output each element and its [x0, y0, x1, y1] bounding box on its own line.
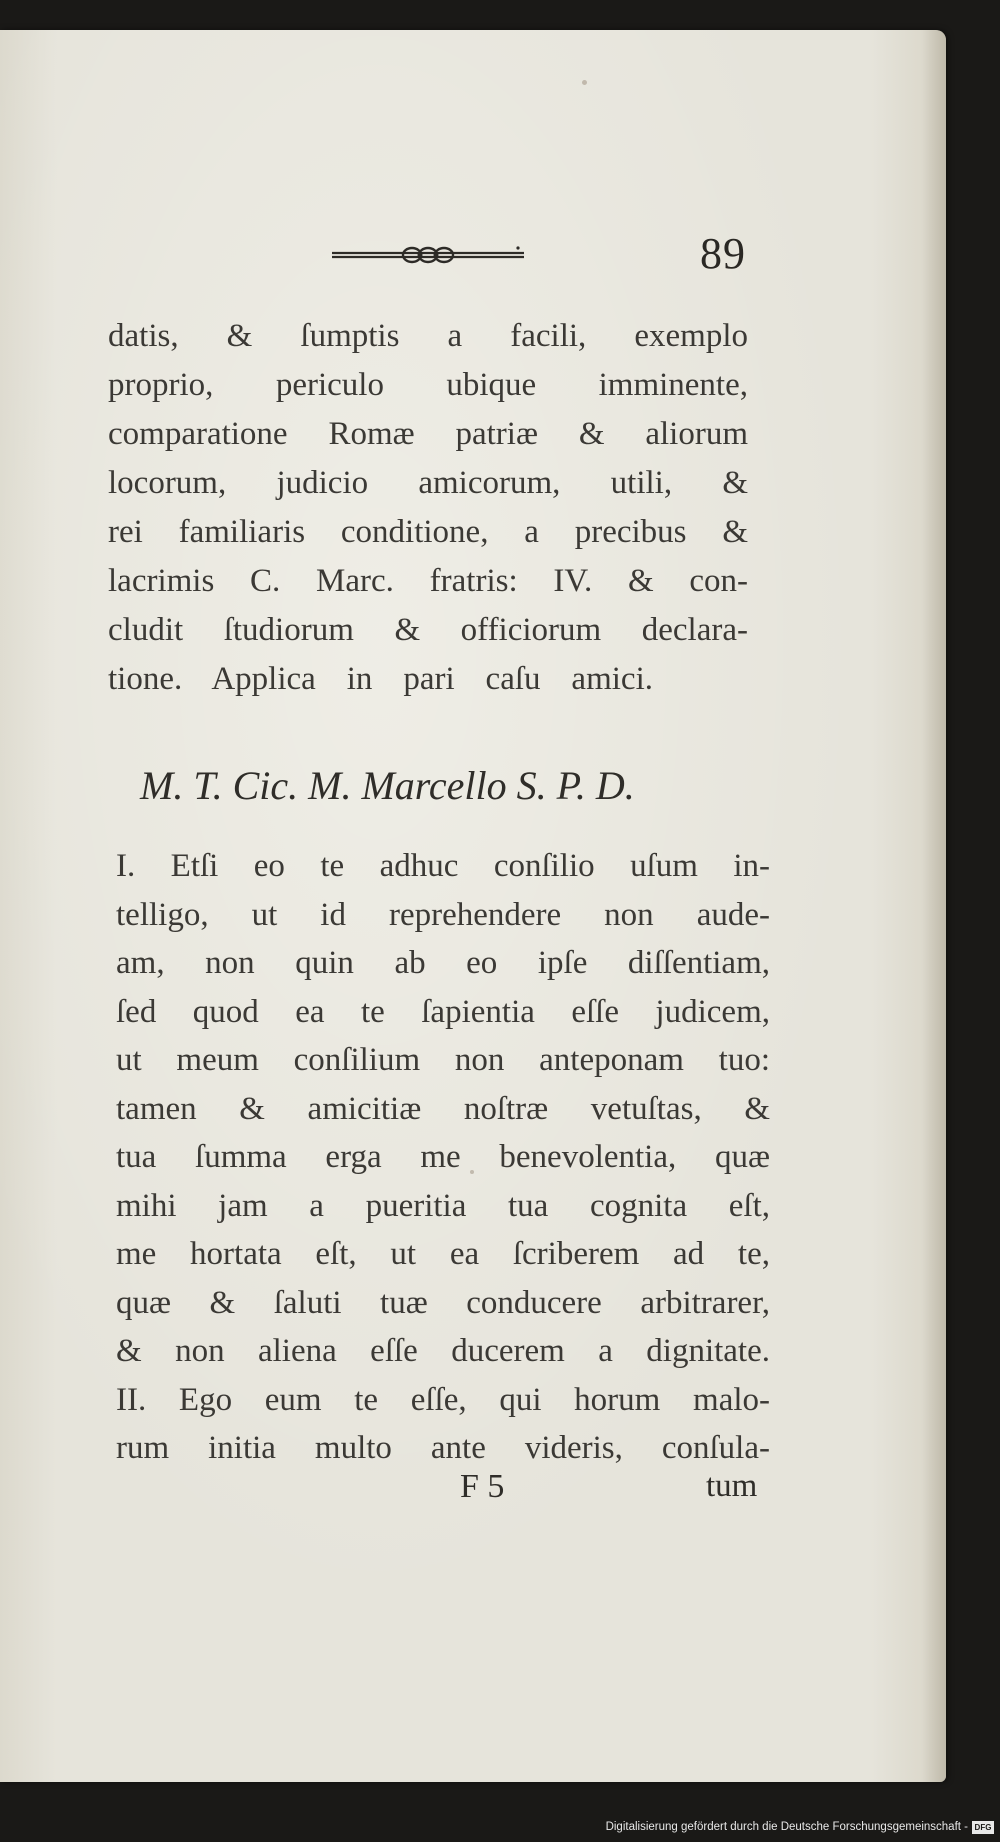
letter-line: tamen & amicitiæ noſtræ vetuſtas, & [116, 1090, 770, 1127]
catchword: tum [706, 1468, 758, 1504]
digitization-credit [606, 1816, 994, 1838]
credit-text: Digitalisierung gefördert durch die Deutsche Forschungsgemeinschaft - [605, 1821, 968, 1833]
summary-line: lacrimis C. Marc. fratris: IV. & con- [108, 563, 748, 599]
dfg-logo-icon: DFG [972, 1821, 994, 1834]
printer-signature-mark: F 5 [460, 1468, 505, 1505]
book-page [0, 30, 946, 1782]
letter-line: am, non quin ab eo ipſe diſſentiam, [116, 945, 770, 981]
summary-line: rei familiaris conditione, a precibus & [108, 514, 748, 550]
summary-line: datis, & ſumptis a facili, exemplo [108, 318, 748, 354]
letter-line: tua ſumma erga me benevolentia, quæ [116, 1139, 770, 1175]
page-edge-shadow [922, 30, 946, 1782]
summary-line: locorum, judicio amicorum, utili, & [108, 465, 748, 501]
letter-line: telligo, ut id reprehendere non aude- [116, 896, 770, 933]
letter-line: I. Etſi eo te adhuc conſilio uſum in- [116, 848, 770, 884]
letter-line: & non aliena eſſe ducerem a dignitate. [116, 1333, 770, 1369]
letter-body [116, 842, 770, 1473]
summary-line: tione. Applica in pari caſu amici. [108, 661, 653, 697]
letter-line: ut meum conſilium non anteponam tuo: [116, 1042, 770, 1078]
summary-line: cludit ſtudiorum & officiorum declara- [108, 612, 748, 648]
letter-line: II. Ego eum te eſſe, qui horum malo- [116, 1381, 770, 1418]
decorative-rule-ornament-icon [332, 244, 524, 266]
letter-line: ſed quod ea te ſapientia eſſe judicem, [116, 993, 770, 1030]
running-head [110, 222, 750, 282]
letter-line: mihi jam a pueritia tua cognita eſt, [116, 1187, 770, 1224]
letter-line: quæ & ſaluti tuæ conducere arbitrarer, [116, 1284, 770, 1321]
paper-speck [582, 80, 587, 85]
page-number: 89 [700, 229, 746, 278]
summary-paragraph [108, 312, 748, 704]
letter-line: rum initia multo ante videris, conſula- [116, 1430, 770, 1466]
summary-line: comparatione Romæ patriæ & aliorum [108, 416, 748, 452]
summary-line: proprio, periculo ubique imminente, [108, 367, 748, 403]
letter-line: me hortata eſt, ut ea ſcriberem ad te, [116, 1236, 770, 1272]
letter-heading: M. T. Cic. M. Marcello S. P. D. [140, 763, 635, 808]
